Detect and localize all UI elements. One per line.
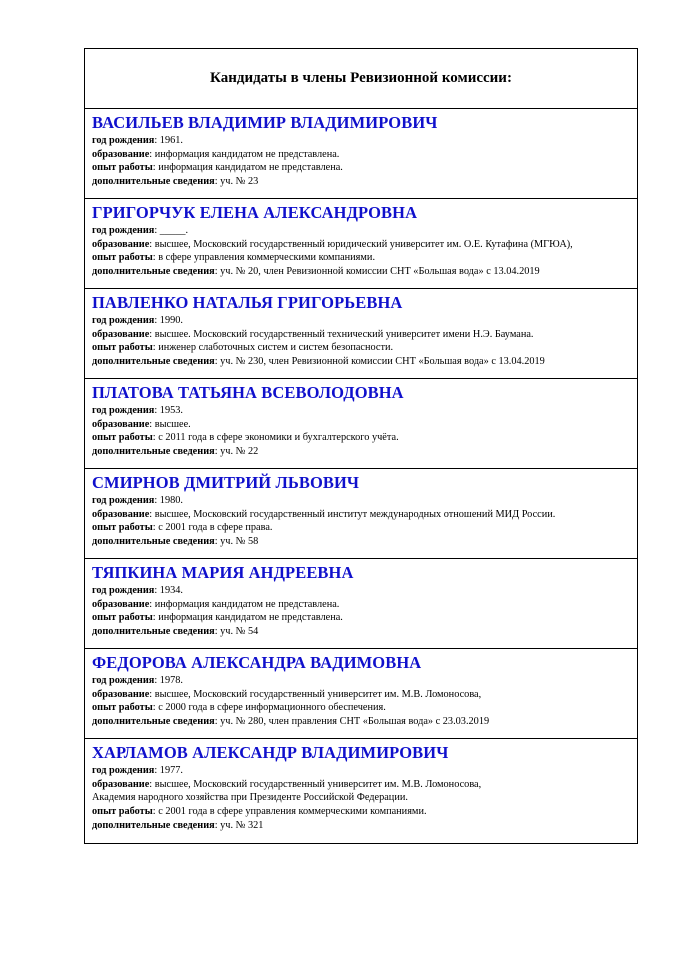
education-row: образование: информация кандидатом не представлена. [92,598,340,610]
candidate-name: ВАСИЛЬЕВ ВЛАДИМИР ВЛАДИМИРОВИЧ [92,113,438,132]
candidates-document [84,48,638,844]
education-row: образование: высшее, Московский государственный институт международных отношений МИД России. [92,508,556,520]
birth-year-row: год рождения: 1934. [92,585,183,596]
birth-year-row: год рождения: 1978. [92,675,183,686]
experience-row: опыт работы: с 2000 года в сфере информационного обеспечения. [92,702,386,714]
experience-row: опыт работы: информация кандидатом не представлена. [92,612,343,624]
document-title: Кандидаты в члены Ревизионной комиссии: [210,70,512,86]
candidate-name: ГРИГОРЧУК ЕЛЕНА АЛЕКСАНДРОВНА [92,203,418,222]
candidate-name: СМИРНОВ ДМИТРИЙ ЛЬВОВИЧ [92,473,360,492]
birth-year-row: год рождения: _____. [92,225,189,236]
experience-row: опыт работы: в сфере управления коммерческими компаниями. [92,252,376,264]
education-row: образование: высшее. [92,418,191,430]
candidate-name: ТЯПКИНА МАРИЯ АНДРЕЕВНА [92,563,354,582]
birth-year-row: год рождения: 1953. [92,405,183,416]
additional-info-row: дополнительные сведения: уч. № 54 [92,626,259,638]
education-row: образование: высшее, Московский государственный университет им. М.В. Ломоносова, [92,778,482,790]
additional-info-row: дополнительные сведения: уч. № 321 [92,819,264,831]
candidate-card [85,469,637,559]
birth-year-row: год рождения: 1977. [92,765,183,776]
experience-row: опыт работы: с 2001 года в сфере управления коммерческими компаниями. [92,806,427,818]
additional-info-row: дополнительные сведения: уч. № 23 [92,176,259,188]
education-row: образование: информация кандидатом не представлена. [92,148,340,160]
experience-row: опыт работы: инженер слаботочных систем и систем безопасности. [92,342,394,354]
candidate-name: ПАВЛЕНКО НАТАЛЬЯ ГРИГОРЬЕВНА [92,293,403,312]
additional-info-row: дополнительные сведения: уч. № 230, член Ревизионной комиссии СНТ «Большая вода» с 13.04.2019 [92,356,545,368]
education-row: образование: высшее, Московский государственный университет им. М.В. Ломоносова, [92,688,482,700]
candidate-name: ХАРЛАМОВ АЛЕКСАНДР ВЛАДИМИРОВИЧ [92,743,449,762]
additional-info-row: дополнительные сведения: уч. № 20, член Ревизионной комиссии СНТ «Большая вода» с 13.04.2019 [92,266,540,278]
candidate-card [85,379,637,469]
experience-row: опыт работы: информация кандидатом не представлена. [92,162,343,174]
birth-year-row: год рождения: 1980. [92,495,183,506]
document-header [85,49,637,109]
candidate-card [85,559,637,649]
birth-year-row: год рождения: 1961. [92,135,183,146]
candidate-card [85,109,637,199]
additional-info-row: дополнительные сведения: уч. № 58 [92,536,259,548]
education-continuation-row: Академия народного хозяйства при Президенте Российской Федерации. [92,792,408,804]
education-row: образование: высшее, Московский государственный юридический университет им. О.Е. Кутафина (МГЮА), [92,238,573,250]
birth-year-row: год рождения: 1990. [92,315,183,326]
experience-row: опыт работы: с 2001 года в сфере права. [92,522,273,534]
education-row: образование: высшее. Московский государственный технический университет имени Н.Э. Баумана. [92,328,534,340]
candidate-name: ПЛАТОВА ТАТЬЯНА ВСЕВОЛОДОВНА [92,383,404,402]
additional-info-row: дополнительные сведения: уч. № 280, член правления СНТ «Большая вода» с 23.03.2019 [92,716,490,728]
candidate-card [85,199,637,289]
candidate-name: ФЕДОРОВА АЛЕКСАНДРА ВАДИМОВНА [92,653,422,672]
candidate-card [85,289,637,379]
additional-info-row: дополнительные сведения: уч. № 22 [92,446,259,458]
candidate-card [85,649,637,739]
experience-row: опыт работы: с 2011 года в сфере экономики и бухгалтерского учёта. [92,432,399,444]
candidate-card [85,739,637,843]
